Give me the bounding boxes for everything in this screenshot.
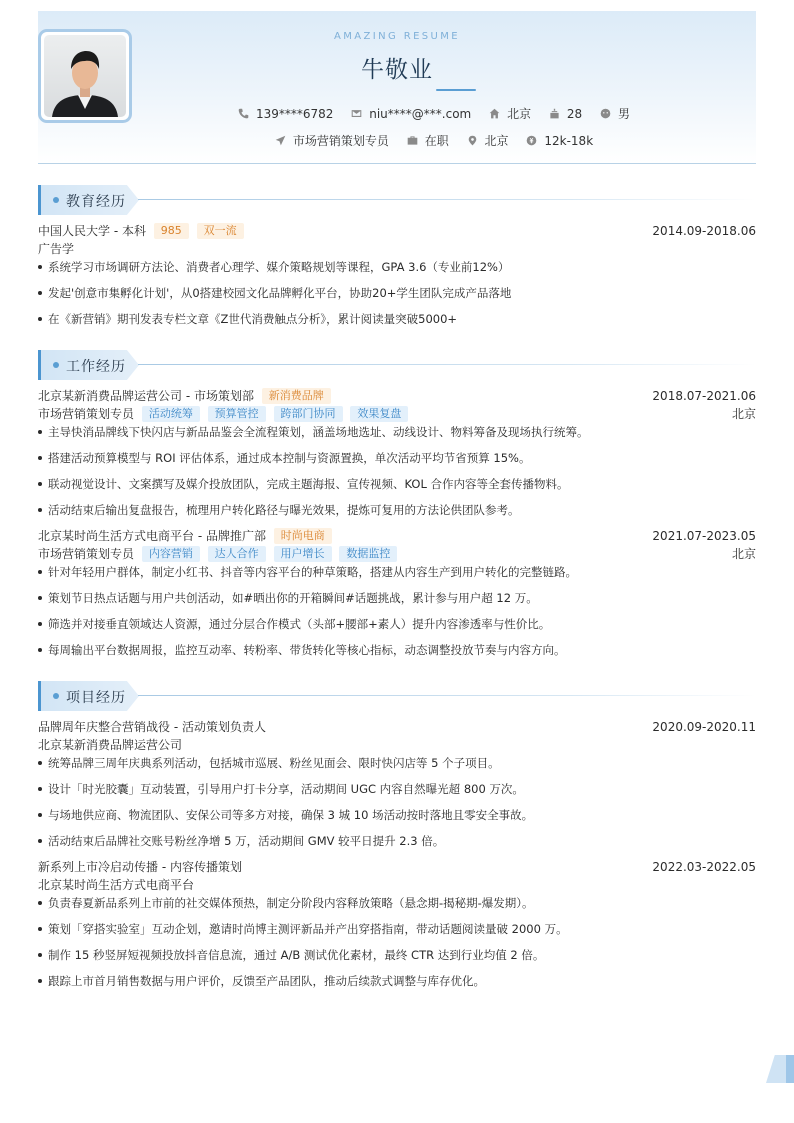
work-head-row	[38, 527, 756, 545]
briefcase-icon	[407, 135, 418, 146]
project-bullets	[38, 894, 756, 998]
salary-info	[526, 134, 593, 148]
list-item: 与场地供应商、物流团队、安保公司等多方对接，确保 3 城 10 场活动按时落地且零安全事故。	[38, 806, 756, 832]
project-org-row	[38, 876, 756, 894]
target-position-info	[275, 132, 389, 149]
work-company-line	[38, 387, 331, 405]
project-head-row	[38, 718, 756, 736]
list-item: 策划「穿搭实验室」互动企划，邀请时尚博主测评新品并产出穿搭指南，带动话题阅读量破 2000 万。	[38, 920, 756, 946]
work-city: 北京	[731, 547, 756, 561]
status-value: 在职	[424, 134, 449, 148]
project-bullets	[38, 754, 756, 850]
work-head-row	[38, 387, 756, 405]
list-item: 在《新营销》期刊发表专栏文章《Z世代消费触点分析》，累计阅读量突破5000+	[38, 310, 756, 336]
target-city-value: 北京	[484, 134, 509, 148]
education-period: 2014.09-2018.06	[652, 224, 756, 238]
job-intent-row	[38, 132, 756, 149]
list-item: 主导快消品牌线下快闪店与新品品鉴会全流程策划，涵盖场地选址、动线设计、物料筹备及现场执行统筹。	[38, 423, 756, 449]
education-bullets	[38, 258, 756, 336]
skill-tag: 效果复盘	[350, 406, 408, 422]
status-info	[407, 132, 449, 149]
school-name: 中国人民大学 - 本科	[38, 224, 146, 238]
section-dot	[53, 693, 59, 699]
home-icon	[489, 108, 500, 119]
skill-tag: 数据监控	[339, 546, 397, 562]
skill-tag: 用户增长	[274, 546, 332, 562]
skill-tag: 内容营销	[142, 546, 200, 562]
section-education-title	[38, 185, 756, 215]
list-item: 制作 15 秒竖屏短视频投放抖音信息流，通过 A/B 测试优化素材，最终 CTR 达到行业均值 2 倍。	[38, 946, 756, 972]
gender-icon	[600, 108, 611, 119]
cake-icon	[549, 108, 560, 119]
phone-icon	[238, 108, 249, 119]
work-role-row	[38, 545, 756, 563]
list-item: 策划节日热点话题与用户共创活动，如#晒出你的开箱瞬间#话题挑战，累计参与用户超 12 万。	[38, 589, 756, 615]
resume-header	[38, 11, 756, 164]
list-item: 搭建活动预算模型与 ROI 评估体系，通过成本控制与资源置换，单次活动平均节省预算 15%。	[38, 449, 756, 475]
project-org: 北京某时尚生活方式电商平台	[38, 878, 195, 892]
email-info	[351, 107, 471, 121]
money-icon	[526, 135, 537, 146]
list-item: 筛选并对接垂直领域达人资源，通过分层合作模式（头部+腰部+素人）提升内容渗透率与性价比。	[38, 615, 756, 641]
list-item: 针对年轻用户群体，制定小红书、抖音等内容平台的种草策略，搭建从内容生产到用户转化的完整链路。	[38, 563, 756, 589]
company-name: 北京某时尚生活方式电商平台 - 品牌推广部	[38, 529, 266, 543]
project-entry	[38, 858, 756, 998]
education-entry	[38, 222, 756, 336]
section-label: 项目经历	[66, 690, 126, 706]
name-underline	[436, 89, 476, 91]
mail-icon	[351, 108, 362, 119]
resume-page	[38, 11, 756, 988]
phone-value: 139****6782	[255, 106, 334, 121]
project-name: 新系列上市冷启动传播 - 内容传播策划	[38, 860, 242, 874]
work-period: 2021.07-2023.05	[652, 529, 756, 543]
section-label: 教育经历	[66, 194, 126, 210]
hometown-info	[489, 105, 531, 122]
phone-info	[238, 107, 333, 121]
section-divider	[138, 695, 756, 696]
section-dot	[53, 197, 59, 203]
contact-row	[38, 105, 756, 122]
location-icon	[467, 135, 478, 146]
list-item: 联动视觉设计、文案撰写及媒介投放团队，完成主题海报、宣传视频、KOL 合作内容等全套传播物料。	[38, 475, 756, 501]
work-city: 北京	[731, 407, 756, 421]
list-item: 设计「时光胶囊」互动装置，引导用户打卡分享，活动期间 UGC 内容自然曝光超 800 万次。	[38, 780, 756, 806]
age-info	[549, 107, 582, 121]
work-bullets	[38, 563, 756, 667]
list-item: 活动结束后品牌社交账号粉丝净增 5 万，活动期间 GMV 较平日提升 2.3 倍。	[38, 832, 756, 850]
skill-tag: 预算管控	[208, 406, 266, 422]
skill-tag: 活动统筹	[142, 406, 200, 422]
industry-tag: 时尚电商	[274, 528, 332, 544]
list-item: 系统学习市场调研方法论、消费者心理学、媒介策略规划等课程，GPA 3.6（专业前12%）	[38, 258, 756, 284]
section-divider	[138, 364, 756, 365]
project-entry	[38, 718, 756, 850]
project-period: 2022.03-2022.05	[652, 860, 756, 874]
corner-decoration	[766, 1055, 794, 1083]
work-role-line	[38, 545, 397, 563]
project-org-row	[38, 736, 756, 754]
skill-tag: 达人合作	[208, 546, 266, 562]
company-name: 北京某新消费品牌运营公司 - 市场策划部	[38, 389, 254, 403]
project-period: 2020.09-2020.11	[652, 720, 756, 734]
work-company-line	[38, 527, 332, 545]
school-tag: 双一流	[197, 223, 244, 239]
school-tag: 985	[154, 223, 189, 239]
education-major-row	[38, 240, 756, 258]
list-item: 活动结束后输出复盘报告，梳理用户转化路径与曝光效果，提炼可复用的方法论供团队参考。	[38, 501, 756, 519]
section-divider	[138, 199, 756, 200]
age-value: 28	[566, 106, 583, 121]
skill-tag: 跨部门协同	[274, 406, 343, 422]
email-value: niu****@***.com	[369, 106, 472, 121]
education-head-row	[38, 222, 756, 240]
role-name: 市场营销策划专员	[38, 407, 135, 421]
resume-eyebrow: AMAZING RESUME	[334, 31, 460, 42]
section-work-title	[38, 350, 756, 380]
project-name: 品牌周年庆整合营销战役 - 活动策划负责人	[38, 720, 266, 734]
corner-shape-light	[766, 1055, 788, 1083]
work-entry	[38, 527, 756, 667]
list-item: 跟踪上市首月销售数据与用户评价，反馈至产品团队，推动后续款式调整与库存优化。	[38, 972, 756, 998]
work-role-line	[38, 405, 408, 423]
work-period: 2018.07-2021.06	[652, 389, 756, 403]
project-org: 北京某新消费品牌运营公司	[38, 738, 183, 752]
list-item: 每周输出平台数据周报，监控互动率、转粉率、带货转化等核心指标，动态调整投放节奏与内容方向。	[38, 641, 756, 667]
major-name: 广告学	[38, 242, 75, 256]
candidate-name: 牛敬业	[361, 57, 433, 83]
section-label: 工作经历	[66, 359, 126, 375]
list-item: 发起'创意市集孵化计划'，从0搭建校园文化品牌孵化平台，协助20+学生团队完成产品落地	[38, 284, 756, 310]
hometown-value: 北京	[507, 107, 532, 121]
role-name: 市场营销策划专员	[38, 547, 135, 561]
work-bullets	[38, 423, 756, 519]
target-position-value: 市场营销策划专员	[292, 134, 389, 148]
project-head-row	[38, 858, 756, 876]
send-icon	[275, 135, 286, 146]
work-role-row	[38, 405, 756, 423]
gender-value: 男	[618, 107, 631, 121]
salary-value: 12k-18k	[544, 133, 594, 148]
gender-info	[600, 105, 630, 122]
list-item: 负责春夏新品系列上市前的社交媒体预热，制定分阶段内容释放策略（悬念期-揭秘期-爆发期）。	[38, 894, 756, 920]
section-dot	[53, 362, 59, 368]
work-entry	[38, 387, 756, 519]
industry-tag: 新消费品牌	[262, 388, 331, 404]
target-city-info	[467, 132, 509, 149]
education-school-line	[38, 222, 244, 240]
corner-shape-dark	[786, 1055, 794, 1083]
list-item: 统筹品牌三周年庆典系列活动，包括城市巡展、粉丝见面会、限时快闪店等 5 个子项目。	[38, 754, 756, 780]
section-projects-title	[38, 681, 756, 711]
